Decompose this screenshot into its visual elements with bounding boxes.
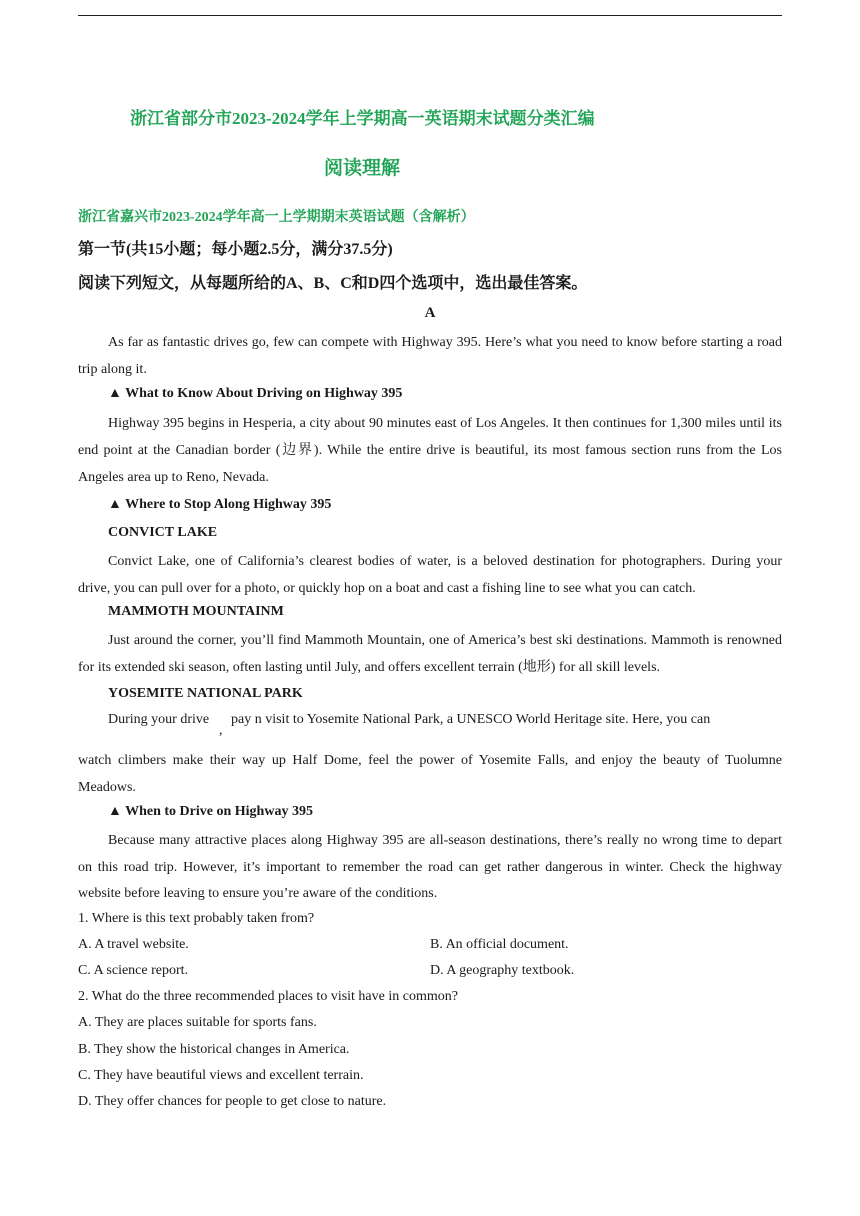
exam-source: 浙江省嘉兴市2023-2024学年高一上学期期末英语试题（含解析） <box>78 210 475 225</box>
place-mammoth: MAMMOTH MOUNTAINM <box>108 604 284 619</box>
heading-what-to-know: ▲ What to Know About Driving on Highway 395 <box>108 386 403 401</box>
place-yosemite: YOSEMITE NATIONAL PARK <box>108 686 303 701</box>
instructions: 阅读下列短文，从每题所给的A、B、C和D四个选项中，选出最佳答案。 <box>78 275 588 292</box>
paragraph-yosemite-comma: , <box>219 723 223 738</box>
passage-letter: A <box>424 305 436 321</box>
question-2-option-d: D. They offer chances for people to get close to nature. <box>78 1094 387 1109</box>
question-2-option-c: C. They have beautiful views and excellent terrain. <box>78 1068 364 1083</box>
question-1-option-a: A. A travel website. <box>78 937 189 952</box>
passage-intro: As far as fantastic drives go, few can compete with Highway 395. Here’s what you need to know before starting a road trip along it. <box>78 335 782 377</box>
place-convict-lake: CONVICT LAKE <box>108 525 218 540</box>
paragraph-mammoth: Just around the corner, you’ll find Mammoth Mountain, one of America’s best ski destinations. Mammoth is renowned for its extended ski season, often lasting until July, and offers excellent terrain (地形) for all skill levels. <box>78 633 782 675</box>
question-1-option-c: C. A science report. <box>78 963 189 978</box>
question-1-option-d: D. A geography textbook. <box>430 963 575 978</box>
question-2-stem: 2. What do the three recommended places to visit have in common? <box>78 989 458 1004</box>
document-title: 浙江省部分市2023-2024学年上学期高一英语期末试题分类汇编 <box>130 109 595 128</box>
paragraph-yosemite-rest: watch climbers make their way up Half Dome, feel the power of Yosemite Falls, and enjoy the beauty of Tuolumne Meadows. <box>78 753 782 795</box>
question-1-option-b: B. An official document. <box>430 937 569 952</box>
header-rule <box>78 15 782 16</box>
section-title: 阅读理解 <box>323 158 400 179</box>
heading-when-to-drive: ▲ When to Drive on Highway 395 <box>108 804 313 819</box>
paragraph-yosemite-line1: pay n visit to Yosemite National Park, a UNESCO World Heritage site. Here, you can <box>231 712 711 727</box>
paragraph-route: Highway 395 begins in Hesperia, a city about 90 minutes east of Los Angeles. It then continues for 1,300 miles until its end point at the Canadian border (边界). While the entire drive is beautiful, its most famous section runs from the Los Angeles area up to Reno, Nevada. <box>78 416 782 485</box>
paragraph-when: Because many attractive places along Highway 395 are all-season destinations, there’s really no wrong time to depart on this road trip. However, it’s important to remember the road can get rather dangerous in winter. Check the highway website before leaving to ensure you’re aware of the conditions. <box>78 833 782 901</box>
paragraph-convict-lake: Convict Lake, one of California’s clearest bodies of water, is a beloved destination for photographers. During your drive, you can pull over for a photo, or quickly hop on a boat and cast a fishing line to see what you can catch. <box>78 554 782 596</box>
question-2-option-a: A. They are places suitable for sports fans. <box>78 1015 317 1030</box>
heading-where-to-stop: ▲ Where to Stop Along Highway 395 <box>108 497 332 512</box>
question-2-option-b: B. They show the historical changes in America. <box>78 1042 350 1057</box>
question-1-stem: 1. Where is this text probably taken from? <box>78 911 315 926</box>
section-info: 第一节(共15小题；每小题2.5分，满分37.5分) <box>78 241 393 258</box>
paragraph-yosemite-start: During your drive <box>108 712 210 727</box>
